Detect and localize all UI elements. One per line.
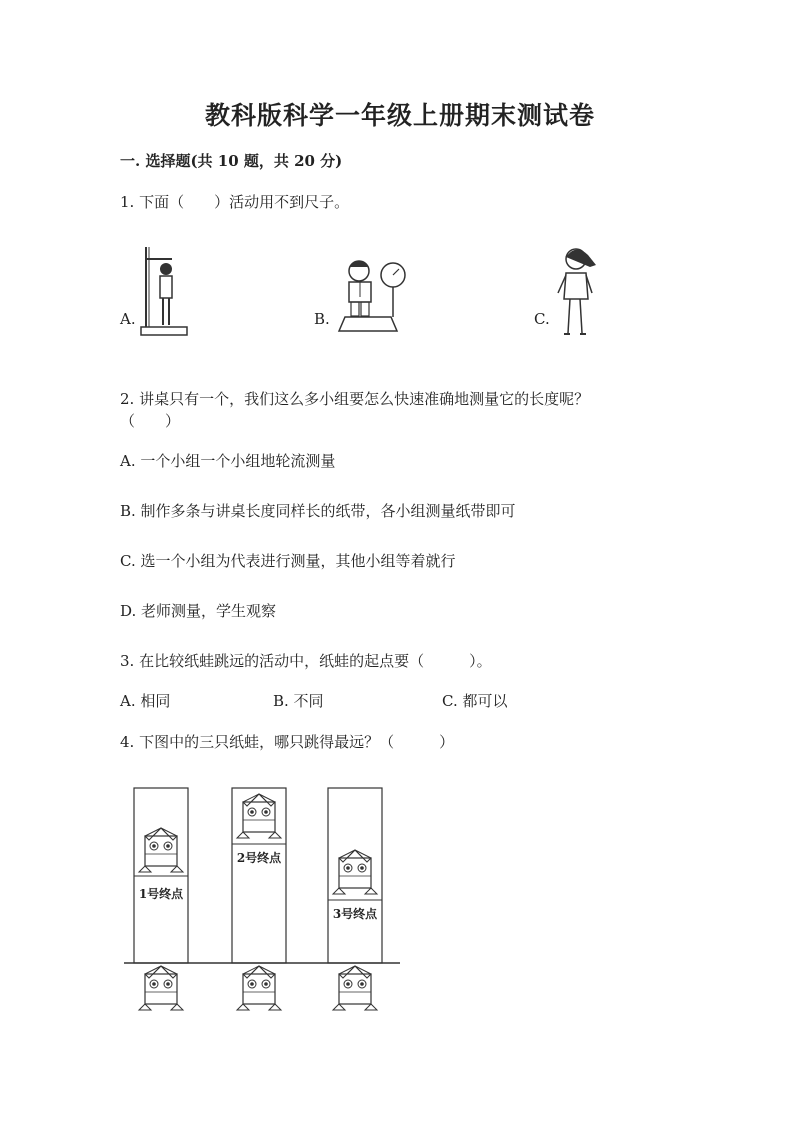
q2-option-d: D. 老师测量，学生观察 [120, 602, 277, 620]
child-height-measure-icon [138, 245, 190, 341]
section-heading: 一. 选择题(共 10 题，共 20 分) [120, 152, 343, 170]
q1-option-c-label: C. [534, 310, 550, 328]
frog-jump-diagram [118, 780, 418, 1024]
page-title: 教科版科学一年级上册期末测试卷 [204, 101, 595, 130]
q1-option-a-label: A. [120, 310, 136, 328]
finish-label-2: 2号终点 [236, 851, 282, 865]
question-3-text: 3. 在比较纸蛙跳远的活动中，纸蛙的起点要（ ）。 [120, 652, 492, 670]
girl-icon [554, 245, 604, 344]
q2-option-c: C. 选一个小组为代表进行测量，其他小组等着就行 [120, 552, 456, 570]
q3-option-c: C. 都可以 [442, 692, 508, 710]
q3-option-a: A. 相同 [120, 692, 171, 710]
q1-option-b-label: B. [314, 310, 330, 328]
q3-option-b: B. 不同 [273, 692, 324, 710]
question-2-text: 2. 讲桌只有一个，我们这么多小组要怎么快速准确地测量它的长度呢？ [120, 390, 590, 408]
question-4-text: 4. 下图中的三只纸蛙，哪只跳得最远？（ ） [120, 733, 455, 751]
q2-option-a: A. 一个小组一个小组地轮流测量 [120, 452, 336, 470]
finish-label-1: 1号终点 [138, 887, 184, 901]
question-2-blank: （ ） [120, 412, 181, 430]
finish-label-3: 3号终点 [332, 907, 378, 921]
q2-option-b: B. 制作多条与讲桌长度同样长的纸带，各小组测量纸带即可 [120, 502, 516, 520]
question-1-text: 1. 下面（ ）活动用不到尺子。 [120, 193, 350, 211]
boy-on-scale-icon [333, 253, 413, 339]
